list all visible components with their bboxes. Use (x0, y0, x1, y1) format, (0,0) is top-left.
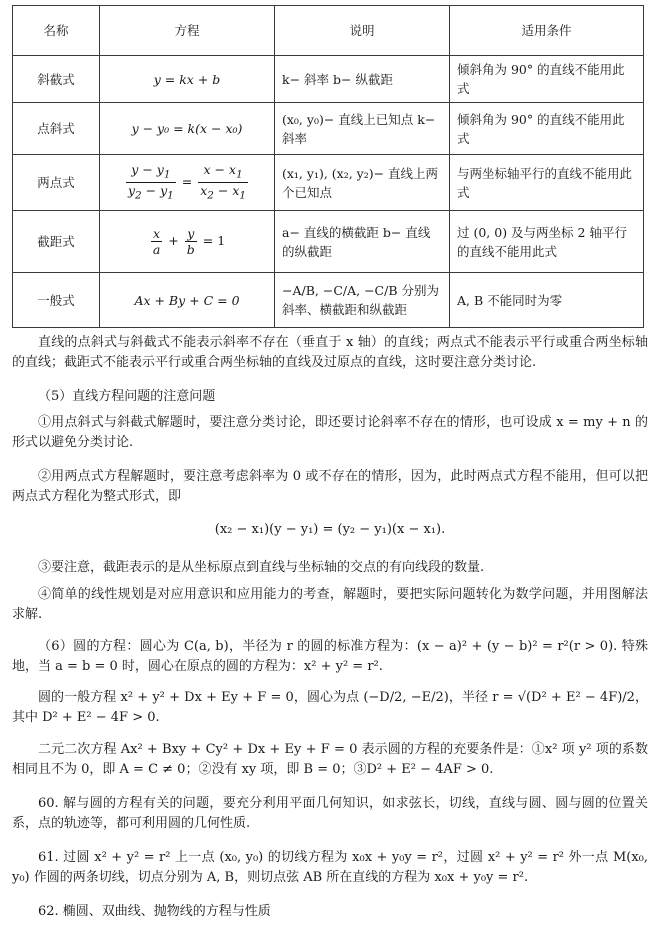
equation-slope-intercept: y = kx + b (153, 71, 221, 87)
row-name: 两点式 (13, 155, 100, 211)
header-explain: 说明 (275, 6, 450, 56)
header-name: 名称 (13, 6, 100, 56)
explain-text: k− 斜率 b− 纵截距 (282, 71, 393, 87)
row-explain: a− 直线的横截距 b− 直线的纵截距 (275, 211, 450, 273)
row-explain: (x₁, y₁), (x₂, y₂)− 直线上两个已知点 (275, 155, 450, 211)
table-row (13, 273, 644, 328)
row-name: 一般式 (13, 273, 100, 328)
row-equation (100, 155, 275, 211)
section-5-equation: (x₂ − x₁)(y − y₁) = (y₂ − y₁)(x − x₁). (214, 522, 446, 537)
row-equation (100, 56, 275, 103)
row-condition: 倾斜角为 90° 的直线不能用此式 (450, 103, 644, 155)
row-explain (275, 56, 450, 103)
header-condition: 适用条件 (450, 6, 644, 56)
section-5-item-4: ④简单的线性规划是对应用意识和应用能力的考查，解题时，要把实际问题转化为数学问题，并用图解法求解. (12, 587, 648, 622)
table-header-row (13, 6, 644, 56)
equation-two-point: $\frac{y - y_1}{y_2 - y_1}$ = $\frac{x - x_1}{x_2 - x_1}$ (127, 161, 247, 202)
section-5-item-2: ②用两点式方程解题时，要注意考虑斜率为 0 或不存在的情形，因为，此时两点式方程不能用，但可以把两点式方程化为整式形式，即 (12, 469, 648, 504)
row-condition: 过 (0, 0) 及与两坐标 2 轴平行的直线不能用此式 (450, 211, 644, 273)
row-name: 点斜式 (13, 103, 100, 155)
section-6-circle-standard: （6）圆的方程：圆心为 C(a, b)，半径为 r 的圆的标准方程为：(x − a)² + (y − b)² = r²(r > 0). 特殊地，当 a = b = 0 时，圆心在原点的圆的方程为：x² + y² = r². (12, 639, 648, 674)
section-5-item-1: ①用点斜式与斜截式解题时，要注意分类讨论，即还要讨论斜率不存在的情形，也可设成 x = my + n 的形式以避免分类讨论. (12, 415, 648, 450)
row-equation (100, 273, 275, 328)
item-60: 60. 解与圆的方程有关的问题，要充分利用平面几何知识，如求弦长，切线，直线与圆、圆与圆的位置关系，点的轨迹等，都可利用圆的几何性质. (12, 796, 648, 831)
row-equation (100, 211, 275, 273)
item-61: 61. 过圆 x² + y² = r² 上一点 (x₀, y₀) 的切线方程为 x₀x + y₀y = r²，过圆 x² + y² = r² 外一点 M(x₀, y₀) 作圆的两条切线，切点分别为 A, B，则切点弦 AB 所在直线的方程为 x₀x + y₀y = r². (12, 850, 648, 885)
table-row (13, 211, 644, 273)
row-name: 截距式 (13, 211, 100, 273)
row-explain: −A/B, −C/A, −C/B 分别为斜率、横截距和纵截距 (275, 273, 450, 328)
table-row (13, 56, 644, 103)
row-condition: 倾斜角为 90° 的直线不能用此式 (450, 56, 644, 103)
line-equation-table (12, 5, 644, 328)
section-6-circle-general: 圆的一般方程 x² + y² + Dx + Ey + F = 0，圆心为点 (−D/2, −E/2)，半径 r = √(D² + E² − 4F)/2，其中 D² + E² − 4F > 0. (12, 690, 648, 725)
row-condition: 与两坐标轴平行的直线不能用此式 (450, 155, 644, 211)
section-6-quadratic-condition: 二元二次方程 Ax² + Bxy + Cy² + Dx + Ey + F = 0 表示圆的方程的充要条件是：①x² 项 y² 项的系数相同且不为 0，即 A = C ≠ 0；②没有 xy 项，即 B = 0；③D² + E² − 4AF > 0. (12, 742, 648, 777)
row-name: 斜截式 (13, 56, 100, 103)
header-equation: 方程 (100, 6, 275, 56)
row-condition: A, B 不能同时为零 (450, 273, 644, 328)
section-5-title: （5）直线方程问题的注意问题 (38, 389, 216, 404)
row-explain: (x₀, y₀)− 直线上已知点 k− 斜率 (275, 103, 450, 155)
table-row (13, 103, 644, 155)
item-62: 62. 椭圆、双曲线、抛物线的方程与性质 (38, 904, 271, 919)
equation-point-slope: y − y₀ = k(x − x₀) (131, 121, 243, 136)
row-equation (100, 103, 275, 155)
section-5-item-3: ③要注意，截距表示的是从坐标原点到直线与坐标轴的交点的有向线段的数量. (38, 560, 485, 575)
note-paragraph: 直线的点斜式与斜截式不能表示斜率不存在（垂直于 x 轴）的直线；两点式不能表示平行或重合两坐标轴的直线；截距式不能表示平行或重合两坐标轴的直线及过原点的直线，这时要注意分类讨论. (12, 335, 648, 370)
table-row (13, 155, 644, 211)
equation-general: Ax + By + C = 0 (134, 292, 240, 308)
equation-intercept: $\frac{x}{a}$ + $\frac{y}{b}$ = 1 (152, 226, 226, 257)
